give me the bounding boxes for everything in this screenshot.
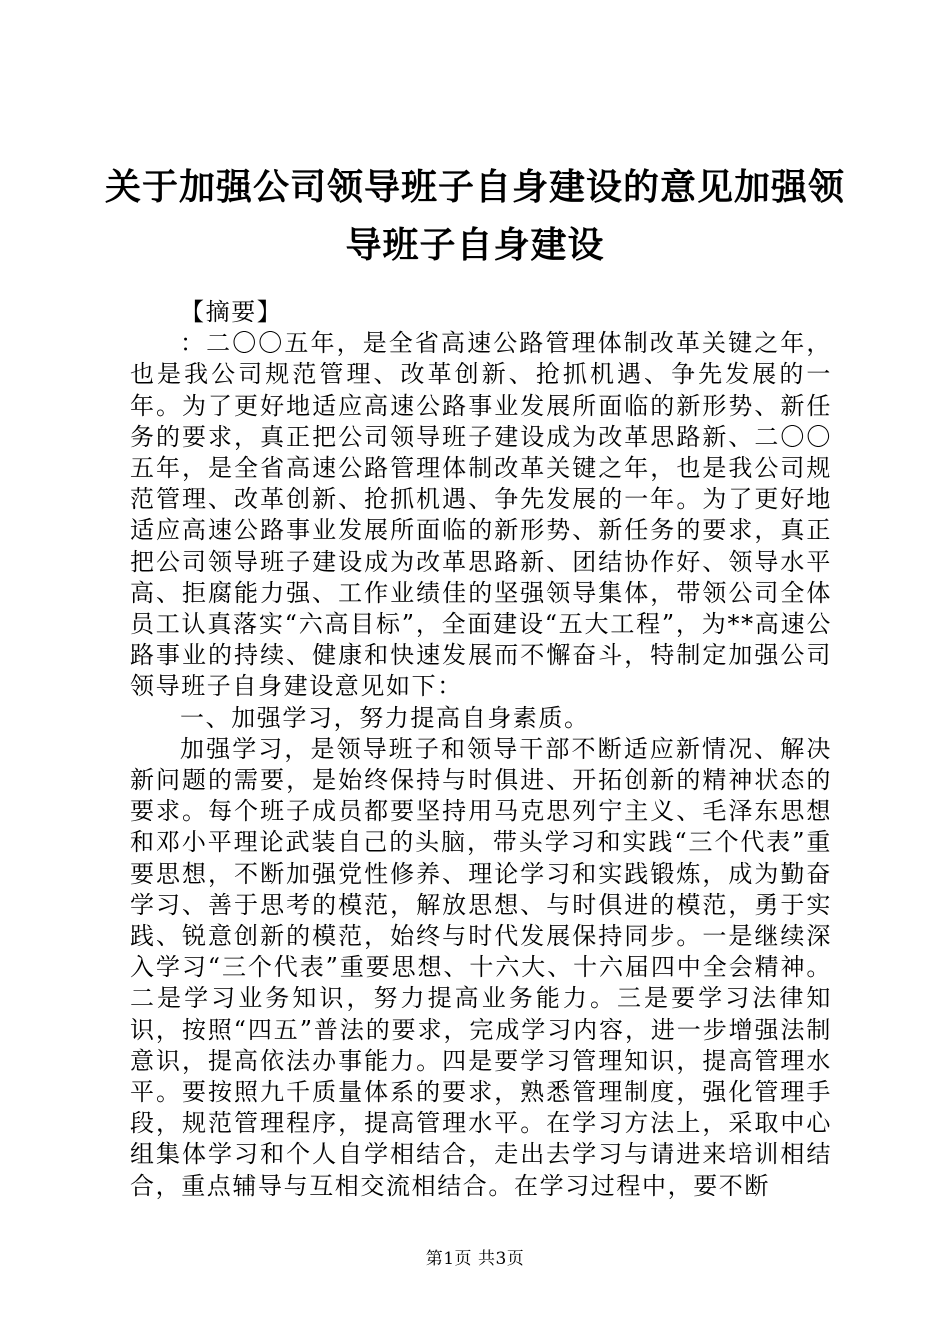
page-number: 第1页 共3页 — [425, 1249, 525, 1269]
document-body — [130, 297, 832, 1202]
paragraph-abstract: ：二〇〇五年，是全省高速公路管理体制改革关键之年，也是我公司规范管理、改革创新、抢抓机遇、争先发展的一年。为了更好地适应高速公路事业发展所面临的新形势、新任务的要求，真正把公司领导班子建设成为改革思路新、二〇〇五年，是全省高速公路管理体制改革关键之年，也是我公司规范管理、改革创新、抢抓机遇、争先发展的一年。为了更好地适应高速公路事业发展所面临的新形势、新任务的要求，真正把公司领导班子建设成为改革思路新、团结协作好、领导水平高、拒腐能力强、工作业绩佳的坚强领导集体，带领公司全体员工认真落实“六高目标”，全面建设“五大工程”，为**高速公路事业的持续、健康和快速发展而不懈奋斗，特制定加强公司领导班子自身建设意见如下： — [130, 329, 832, 701]
abstract-label: 【摘要】 — [180, 298, 283, 326]
document-title: 关于加强公司领导班子自身建设的意见加强领导班子自身建设 — [104, 166, 845, 266]
paragraph-study: 加强学习，是领导班子和领导干部不断适应新情况、解决新问题的需要，是始终保持与时俱进、开拓创新的精神状态的要求。每个班子成员都要坚持用马克思列宁主义、毛泽东思想和邓小平理论武装自己的头脑，带头学习和实践“三个代表”重要思想，不断加强党性修养、理论学习和实践锻炼，成为勤奋学习、善于思考的模范，解放思想、与时俱进的模范，勇于实践、锐意创新的模范，始终与时代发展保持同步。一是继续深入学习“三个代表”重要思想、十六大、十六届四中全会精神。二是学习业务知识，努力提高业务能力。三是要学习法律知识，按照“四五”普法的要求，完成学习内容，进一步增强法制意识，提高依法办事能力。四是要学习管理知识，提高管理水平。要按照九千质量体系的要求，熟悉管理制度，强化管理手段，规范管理程序，提高管理水平。在学习方法上，采取中心组集体学习和个人自学相结合，走出去学习与请进来培训相结合，重点辅导与互相交流相结合。在学习过程中，要不断 — [130, 734, 832, 1200]
section-heading-1: 一、加强学习，努力提高自身素质。 — [180, 703, 590, 732]
